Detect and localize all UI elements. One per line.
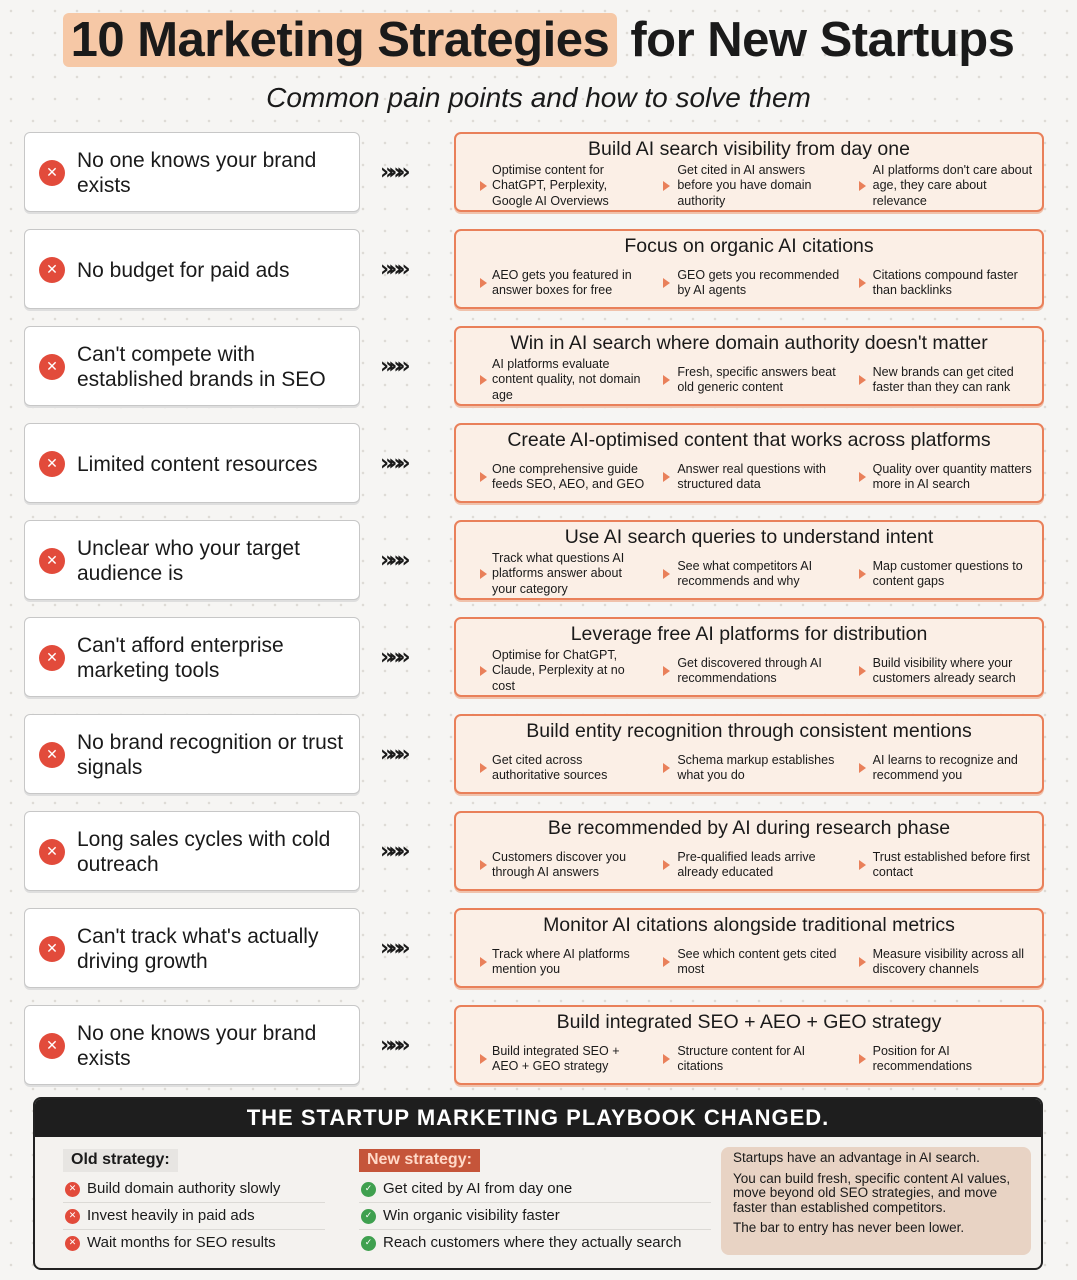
triangle-bullet-icon	[480, 957, 487, 967]
strategy-row	[0, 908, 1077, 990]
solution-card	[454, 520, 1044, 600]
solution-point-text: See what competitors AI recommends and why	[677, 558, 813, 588]
pain-point-text: No one knows your brand exists	[77, 149, 317, 197]
solution-card	[454, 908, 1044, 988]
new-strategy-item	[359, 1176, 711, 1203]
solution-title: Build AI search visibility from day one	[588, 138, 910, 160]
solution-point	[456, 1035, 651, 1083]
solution-point-text: Trust established before first contact	[872, 849, 1030, 879]
advantage-note	[721, 1147, 1031, 1255]
solution-point	[651, 259, 846, 307]
triple-chevron-icon: »»»	[380, 936, 405, 961]
old-strategy-item	[63, 1176, 325, 1203]
solution-point	[847, 550, 1042, 598]
title-highlight: 10 Marketing Strategies	[63, 13, 618, 67]
x-icon: ✕	[65, 1182, 80, 1197]
x-icon: ✕	[39, 160, 65, 186]
solution-point	[651, 647, 846, 695]
solution-point-text: Track where AI platforms mention you	[492, 946, 630, 976]
solution-title: Be recommended by AI during research phase	[547, 817, 951, 839]
triangle-bullet-icon	[663, 957, 670, 967]
solution-title: Create AI-optimised content that works across platforms	[507, 429, 991, 451]
triangle-bullet-icon	[480, 860, 487, 870]
solution-point	[847, 938, 1042, 986]
pain-point-card	[24, 520, 360, 600]
solution-points	[456, 550, 1042, 598]
x-icon: ✕	[39, 645, 65, 671]
pain-point-text: No brand recognition or trust signals	[77, 731, 344, 779]
x-icon: ✕	[39, 1033, 65, 1059]
x-icon: ✕	[39, 354, 65, 380]
solution-card	[454, 229, 1044, 309]
x-icon: ✕	[39, 451, 65, 477]
x-icon: ✕	[39, 742, 65, 768]
pain-point-card	[24, 908, 360, 988]
solution-point-text: Get cited in AI answers before you have domain authority	[677, 162, 812, 208]
title-rest: for New Startups	[630, 13, 1015, 67]
solution-point-text: Map customer questions to content gaps	[872, 558, 1023, 588]
triangle-bullet-icon	[663, 181, 670, 191]
x-icon: ✕	[39, 257, 65, 283]
solution-point	[847, 259, 1042, 307]
page-title	[0, 12, 1077, 68]
solution-card	[454, 1005, 1044, 1085]
solution-point	[651, 744, 846, 792]
triangle-bullet-icon	[859, 666, 866, 676]
triple-chevron-icon: »»»	[380, 645, 405, 670]
strategy-row	[0, 1005, 1077, 1087]
solution-point	[847, 356, 1042, 404]
solution-title: Build entity recognition through consistent mentions	[526, 720, 972, 742]
solution-points	[456, 356, 1042, 404]
solution-point-text: Get cited across authoritative sources	[492, 752, 608, 782]
pain-point-text: No one knows your brand exists	[77, 1022, 317, 1070]
solution-point-text: Optimise content for ChatGPT, Perplexity, Google AI Overviews	[492, 162, 609, 208]
triangle-bullet-icon	[480, 472, 487, 482]
solution-point	[847, 841, 1042, 889]
triangle-bullet-icon	[480, 181, 487, 191]
triangle-bullet-icon	[859, 569, 866, 579]
old-strategy-item	[63, 1230, 325, 1257]
triple-chevron-icon: »»»	[380, 451, 405, 476]
solution-points	[456, 162, 1042, 210]
pain-point-card	[24, 617, 360, 697]
solution-point-text: Track what questions AI platforms answer about your category	[492, 550, 625, 596]
solution-point	[847, 453, 1042, 501]
solution-point-text: AEO gets you featured in answer boxes for free	[492, 267, 632, 297]
solution-card	[454, 326, 1044, 406]
triangle-bullet-icon	[663, 569, 670, 579]
pain-point-card	[24, 1005, 360, 1085]
x-icon: ✕	[65, 1209, 80, 1224]
x-icon: ✕	[39, 839, 65, 865]
solution-point	[651, 938, 846, 986]
check-icon: ✓	[361, 1182, 376, 1197]
triple-chevron-icon: »»»	[380, 354, 405, 379]
old-strategy-column	[63, 1149, 325, 1257]
triangle-bullet-icon	[859, 1054, 866, 1064]
solution-point	[847, 744, 1042, 792]
solution-title: Use AI search queries to understand intent	[564, 526, 934, 548]
solution-point-text: Measure visibility across all discovery channels	[872, 946, 1025, 976]
solution-point	[847, 162, 1042, 210]
new-strategy-text: Win organic visibility faster	[383, 1207, 560, 1224]
playbook-panel	[33, 1097, 1043, 1270]
triangle-bullet-icon	[480, 666, 487, 676]
strategy-row	[0, 811, 1077, 893]
solution-points	[456, 453, 1042, 501]
page-subtitle: Common pain points and how to solve them	[266, 82, 811, 113]
solution-point-text: Build integrated SEO + AEO + GEO strategy	[492, 1043, 620, 1073]
check-icon: ✓	[361, 1209, 376, 1224]
triple-chevron-icon: »»»	[380, 548, 405, 573]
triangle-bullet-icon	[859, 957, 866, 967]
pain-point-text: Can't track what's actually driving growth	[77, 925, 319, 973]
strategy-row	[0, 132, 1077, 214]
pain-point-text: Can't afford enterprise marketing tools	[77, 634, 284, 682]
solution-point-text: Answer real questions with structured data	[677, 461, 826, 491]
solution-point	[651, 841, 846, 889]
triangle-bullet-icon	[663, 1054, 670, 1064]
solution-point	[651, 453, 846, 501]
solution-points	[456, 744, 1042, 792]
triangle-bullet-icon	[663, 472, 670, 482]
solution-point-text: AI platforms don't care about age, they care about relevance	[872, 162, 1033, 208]
new-strategy-text: Reach customers where they actually search	[383, 1234, 682, 1251]
triangle-bullet-icon	[859, 763, 866, 773]
solution-point	[456, 841, 651, 889]
triple-chevron-icon: »»»	[380, 742, 405, 767]
solution-point	[456, 259, 651, 307]
solution-point	[651, 356, 846, 404]
strategy-row	[0, 617, 1077, 699]
solution-points	[456, 647, 1042, 695]
triangle-bullet-icon	[480, 763, 487, 773]
solution-card	[454, 617, 1044, 697]
playbook-heading: THE STARTUP MARKETING PLAYBOOK CHANGED.	[35, 1099, 1041, 1137]
pain-point-text: Unclear who your target audience is	[77, 537, 300, 585]
note-line: You can build fresh, specific content AI values, move beyond old SEO strategies, and move faster than established competitors.	[733, 1170, 1011, 1215]
pain-point-card	[24, 811, 360, 891]
solution-points	[456, 1035, 1042, 1083]
solution-point	[651, 162, 846, 210]
new-strategy-text: Get cited by AI from day one	[383, 1180, 573, 1197]
triangle-bullet-icon	[663, 860, 670, 870]
old-strategy-text: Build domain authority slowly	[87, 1180, 281, 1197]
solution-point-text: AI learns to recognize and recommend you	[872, 752, 1018, 782]
triangle-bullet-icon	[859, 181, 866, 191]
pain-point-card	[24, 326, 360, 406]
old-strategy-text: Invest heavily in paid ads	[87, 1207, 255, 1224]
solution-title: Leverage free AI platforms for distribution	[570, 623, 928, 645]
triangle-bullet-icon	[480, 278, 487, 288]
solution-point-text: One comprehensive guide feeds SEO, AEO, and GEO	[492, 461, 645, 491]
triangle-bullet-icon	[859, 278, 866, 288]
pain-point-text: Can't compete with established brands in SEO	[77, 343, 326, 391]
pain-point-text: No budget for paid ads	[77, 258, 290, 282]
solution-title: Build integrated SEO + AEO + GEO strategy	[556, 1011, 942, 1033]
triangle-bullet-icon	[480, 375, 487, 385]
solution-point-text: Pre-qualified leads arrive already educated	[677, 849, 816, 879]
pain-point-card	[24, 229, 360, 309]
x-icon: ✕	[65, 1236, 80, 1251]
triangle-bullet-icon	[663, 763, 670, 773]
pain-point-card	[24, 423, 360, 503]
solution-point	[456, 550, 651, 598]
solution-point-text: See which content gets cited most	[677, 946, 837, 976]
old-strategy-label: Old strategy:	[63, 1149, 178, 1172]
solution-card	[454, 423, 1044, 503]
old-strategy-text: Wait months for SEO results	[87, 1234, 276, 1251]
solution-point-text: Schema markup establishes what you do	[677, 752, 835, 782]
triangle-bullet-icon	[480, 569, 487, 579]
new-strategy-item	[359, 1203, 711, 1230]
solution-title: Focus on organic AI citations	[624, 235, 874, 257]
note-line: Startups have an advantage in AI search.	[733, 1150, 980, 1165]
solution-point	[456, 938, 651, 986]
triangle-bullet-icon	[859, 860, 866, 870]
solution-point	[847, 1035, 1042, 1083]
solution-title: Monitor AI citations alongside traditional metrics	[543, 914, 955, 936]
solution-title: Win in AI search where domain authority doesn't matter	[510, 332, 988, 354]
solution-point-text: Position for AI recommendations	[872, 1043, 972, 1073]
new-strategy-label: New strategy:	[359, 1149, 480, 1172]
strategy-row	[0, 229, 1077, 311]
triangle-bullet-icon	[859, 375, 866, 385]
solution-point-text: GEO gets you recommended by AI agents	[677, 267, 840, 297]
pain-point-text: Limited content resources	[77, 452, 318, 476]
strategy-row	[0, 423, 1077, 505]
solution-point-text: Customers discover you through AI answers	[492, 849, 627, 879]
triangle-bullet-icon	[663, 666, 670, 676]
solution-point	[651, 1035, 846, 1083]
triple-chevron-icon: »»»	[380, 1033, 405, 1058]
solution-point-text: Structure content for AI citations	[677, 1043, 806, 1073]
new-strategy-column	[359, 1149, 711, 1257]
solution-point	[847, 647, 1042, 695]
pain-point-card	[24, 132, 360, 212]
solution-point	[456, 162, 651, 210]
solution-points	[456, 841, 1042, 889]
solution-point	[651, 550, 846, 598]
x-icon: ✕	[39, 936, 65, 962]
triangle-bullet-icon	[859, 472, 866, 482]
solution-points	[456, 938, 1042, 986]
solution-card	[454, 811, 1044, 891]
solution-point-text: Build visibility where your customers already search	[872, 655, 1016, 685]
solution-point-text: Quality over quantity matters more in AI search	[872, 461, 1032, 491]
triangle-bullet-icon	[663, 375, 670, 385]
solution-card	[454, 714, 1044, 794]
strategy-row	[0, 326, 1077, 408]
check-icon: ✓	[361, 1236, 376, 1251]
solution-card	[454, 132, 1044, 212]
strategy-row	[0, 714, 1077, 796]
triangle-bullet-icon	[480, 1054, 487, 1064]
solution-point-text: Citations compound faster than backlinks	[872, 267, 1018, 297]
solution-point-text: Optimise for ChatGPT, Claude, Perplexity at no cost	[492, 647, 625, 693]
solution-point	[456, 356, 651, 404]
old-strategy-item	[63, 1203, 325, 1230]
strategy-row	[0, 520, 1077, 602]
solution-point	[456, 647, 651, 695]
triple-chevron-icon: »»»	[380, 839, 405, 864]
solution-point	[456, 453, 651, 501]
pain-point-text: Long sales cycles with cold outreach	[77, 828, 331, 876]
solution-point-text: New brands can get cited faster than they can rank	[872, 364, 1014, 394]
solution-point-text: Get discovered through AI recommendations	[677, 655, 822, 685]
triangle-bullet-icon	[663, 278, 670, 288]
solution-point-text: AI platforms evaluate content quality, not domain age	[492, 356, 641, 402]
x-icon: ✕	[39, 548, 65, 574]
note-line: The bar to entry has never been lower.	[733, 1220, 965, 1235]
solution-points	[456, 259, 1042, 307]
triple-chevron-icon: »»»	[380, 160, 405, 185]
triple-chevron-icon: »»»	[380, 257, 405, 282]
pain-point-card	[24, 714, 360, 794]
solution-point-text: Fresh, specific answers beat old generic content	[677, 364, 836, 394]
solution-point	[456, 744, 651, 792]
new-strategy-item	[359, 1230, 711, 1257]
